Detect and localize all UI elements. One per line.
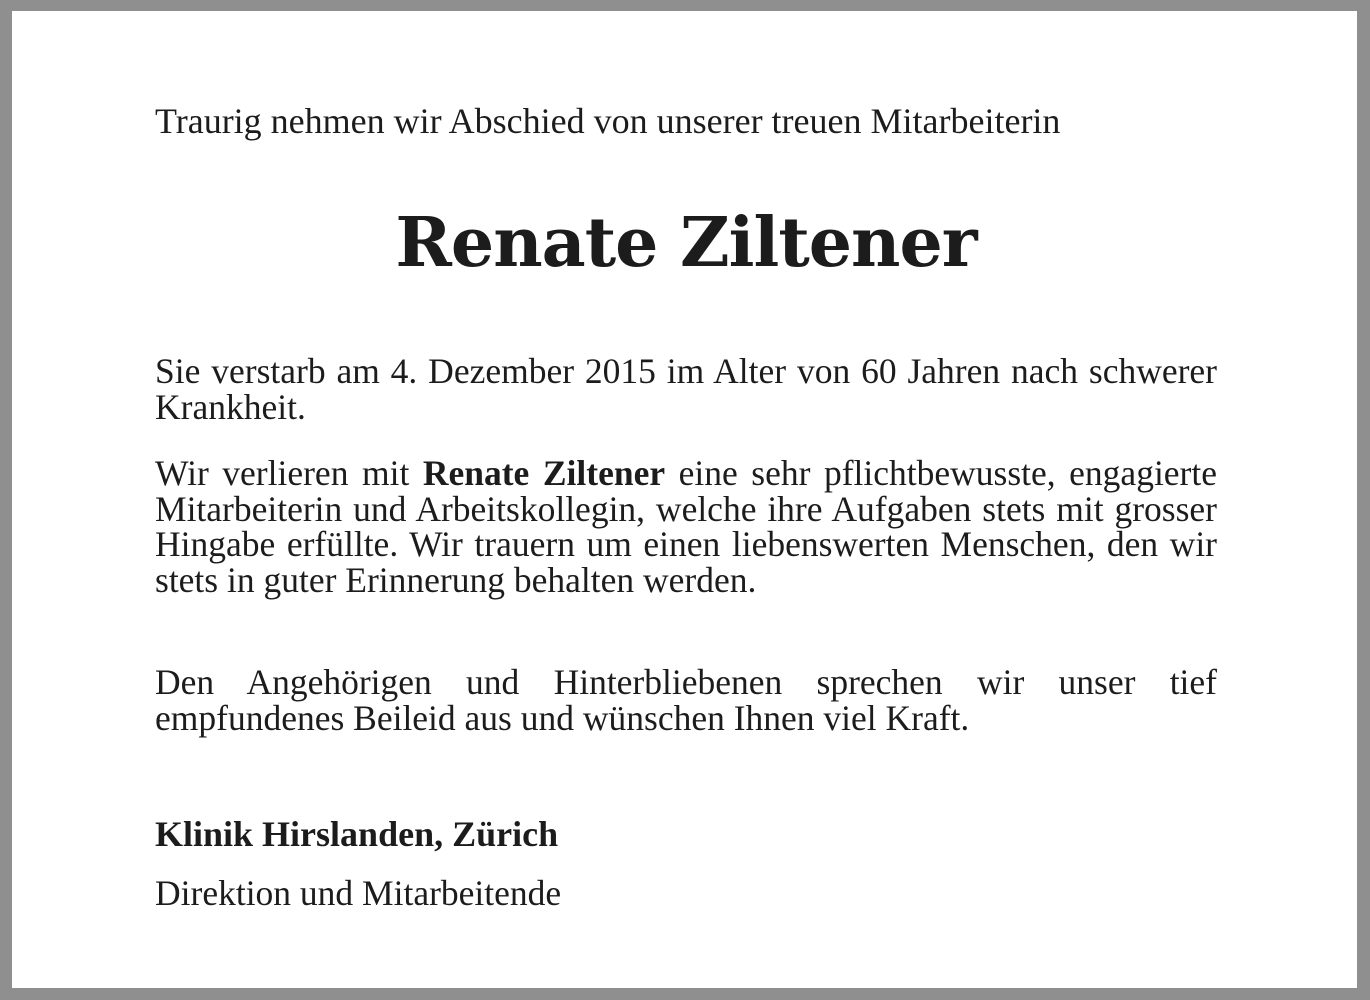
organization-name: Klinik Hirslanden, Zürich [155,814,559,854]
deceased-name: Renate Ziltener [395,203,977,283]
tribute-prefix: Wir verlieren mit [155,453,423,493]
department-line: Direktion und Mitarbeitende [155,873,562,913]
tribute-name: Renate Ziltener [422,453,666,493]
obituary-notice [12,11,1357,988]
tribute-paragraph [155,453,1217,600]
death-paragraph: Sie verstarb am 4. Dezember 2015 im Alter von 60 Jahren nach schwerer Krankheit. [155,351,1217,427]
tribute-text: eine sehr pflichtbewusste, engagierte Mitarbeiterin und Arbeitskollegin, welche ihre Aufgaben stets mit grosser Hingabe erfüllte. Wir trauern um einen liebenswerten Menschen, den wir stets in guter Erinnerung behalten werden. [155,453,1217,600]
condolence-paragraph: Den Angehörigen und Hinterbliebenen sprechen wir unser tief empfundenes Beileid aus und wünschen Ihnen viel Kraft. [155,662,1217,738]
intro-line: Traurig nehmen wir Abschied von unserer treuen Mitarbeiterin [155,101,1061,141]
